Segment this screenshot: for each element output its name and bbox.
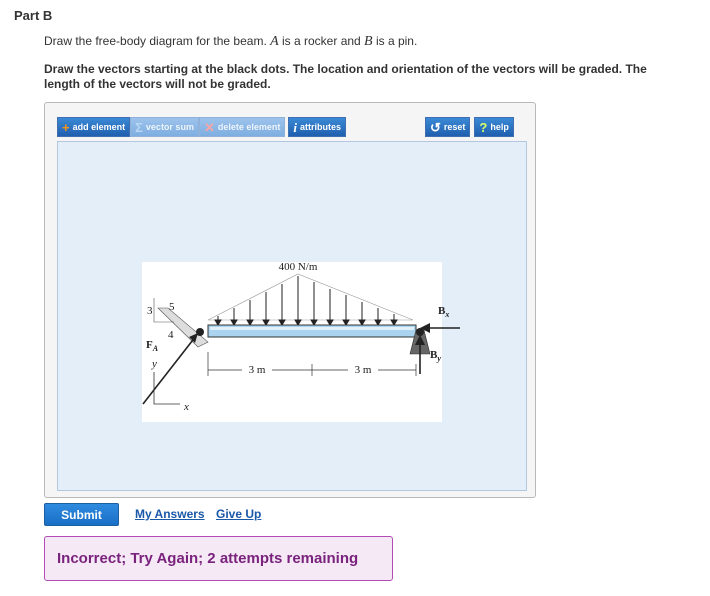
sigma-icon: Σ: [135, 119, 143, 135]
drawing-canvas[interactable]: [57, 141, 527, 491]
add-element-label: add element: [72, 122, 126, 132]
slope-5-label: 5: [169, 301, 175, 313]
beam: [208, 325, 416, 337]
delete-element-label: delete element: [217, 122, 281, 132]
reset-button[interactable]: [425, 117, 470, 137]
plus-icon: +: [62, 119, 70, 135]
toolbar: [57, 117, 346, 139]
instructions: Draw the vectors starting at the black dots. The location and orientation of the vectors will be graded. The length of the vectors will not be graded.: [44, 62, 647, 91]
attributes-button[interactable]: [288, 117, 346, 137]
beam-diagram: [58, 142, 528, 492]
load-label: 400 N/m: [278, 261, 318, 273]
fa-label: $F_A$: [146, 339, 159, 353]
feedback-text: Incorrect; Try Again; 2 attempts remaining: [57, 550, 359, 567]
help-icon: ?: [479, 119, 488, 135]
delete-x-icon: ✕: [203, 119, 215, 135]
var-a: A: [270, 34, 279, 49]
vector-sum-button[interactable]: [130, 117, 199, 137]
vector-sum-label: vector sum: [145, 122, 194, 132]
feedback-message: [44, 536, 393, 581]
prompt-middle: is a rocker and: [278, 34, 365, 48]
slope-4-label: 4: [168, 329, 174, 341]
delete-element-button[interactable]: [199, 117, 285, 137]
bx-label: $B_x$: [438, 305, 450, 319]
beam-highlight: [210, 327, 414, 330]
toolbar-right: [425, 117, 514, 137]
dim-right-label: 3 m: [354, 364, 372, 376]
prompt-prefix: Draw the free-body diagram for the beam.: [44, 34, 271, 48]
by-label: $B_y$: [430, 349, 441, 363]
part-title: Part B: [14, 8, 53, 23]
my-answers-link[interactable]: My Answers: [135, 507, 205, 521]
attributes-label: attributes: [300, 122, 342, 132]
drawing-tool-panel: [44, 102, 536, 498]
prompt-suffix: is a pin.: [372, 34, 418, 48]
x-axis-label: x: [184, 401, 189, 413]
var-b: B: [364, 34, 373, 49]
help-label: help: [490, 122, 509, 132]
slope-3-label: 3: [147, 305, 153, 317]
submit-button[interactable]: Submit: [44, 503, 119, 526]
dim-left-label: 3 m: [248, 364, 266, 376]
add-element-button[interactable]: [57, 117, 130, 137]
y-axis-label: y: [152, 358, 157, 370]
reset-icon: ↺: [430, 119, 441, 135]
help-button[interactable]: [474, 117, 513, 137]
reset-label: reset: [443, 122, 466, 132]
info-icon: i: [293, 119, 298, 135]
give-up-link[interactable]: Give Up: [216, 507, 262, 521]
problem-prompt: [44, 34, 417, 50]
